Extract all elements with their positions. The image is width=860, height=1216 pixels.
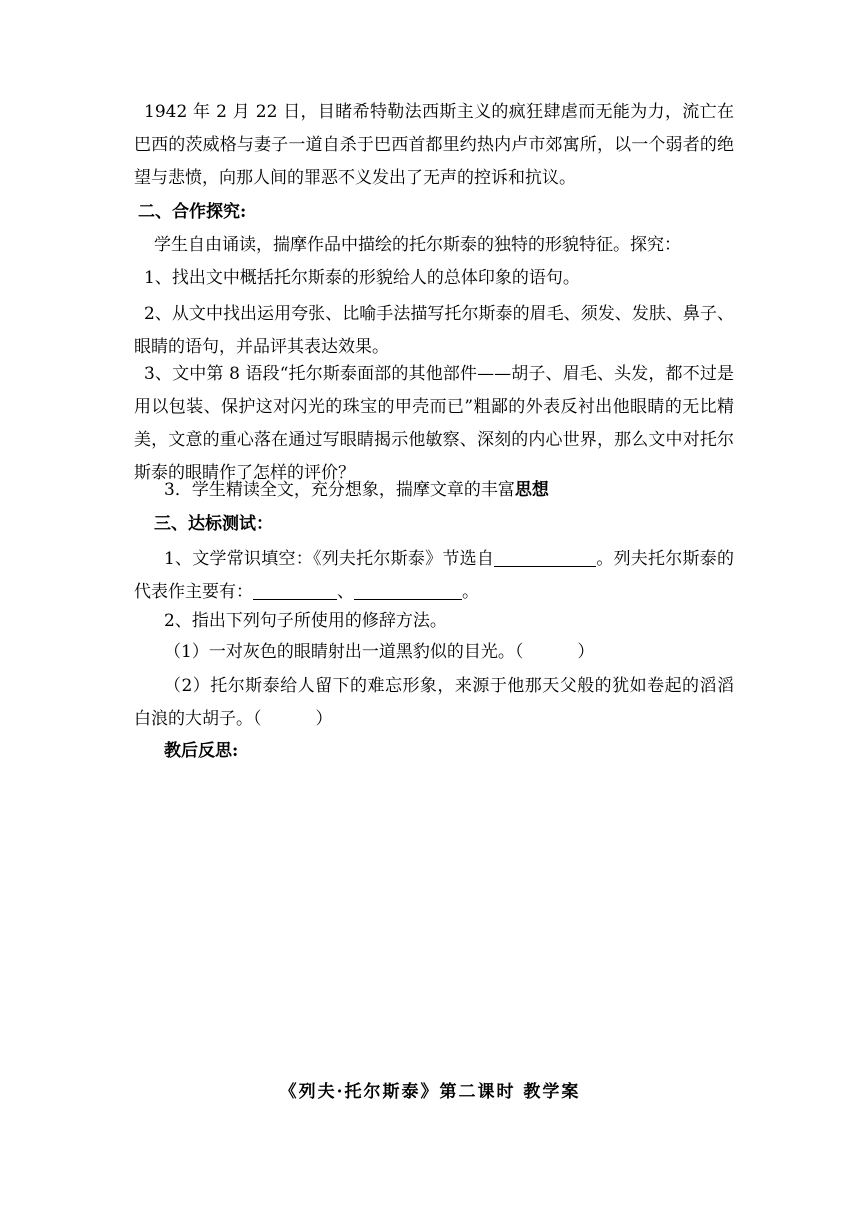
question-2: 2、从文中找出运用夸张、比喻手法描写托尔斯泰的眉毛、须发、发肤、鼻子、眼睛的语句，并品评其表达效果。: [134, 304, 734, 357]
fill-blank-work-2[interactable]: [354, 579, 462, 600]
test-2-item-2: [134, 670, 734, 736]
question-4-text: 3．学生精读全文，充分想象，揣摩文章的丰富: [164, 480, 515, 500]
test-2-item-2-text: （2）托尔斯泰给人留下的难忘形象，来源于他那天父般的犹如卷起的滔滔白浪的大胡子。（: [134, 676, 734, 729]
test-1-text-a: 1、文学常识填空：《列夫托尔斯泰》节选自: [164, 549, 495, 569]
section3-heading: 三、达标测试：: [154, 514, 273, 534]
lesson-plan-title: 《列夫·托尔斯泰》第二课时 教学案: [279, 1082, 581, 1102]
test-2-item-1-text: （1）一对灰色的眼睛射出一道黑豹似的目光。（: [164, 642, 524, 662]
intro-paragraph: 1942 年 2 月 22 日，目睹希特勒法西斯主义的疯狂肆虐而无能为力，流亡在巴西的茨威格与妻子一道自杀于巴西首都里约热内卢市郊寓所，以一个弱者的绝望与悲愤，向那人间的罪恶不义发出了无声的控诉和抗议。: [134, 102, 734, 188]
question-1: 1、找出文中概括托尔斯泰的形貌给人的总体印象的语句。: [144, 268, 580, 288]
question-4-bold: 思想: [514, 480, 549, 500]
test-1-end: 。: [462, 582, 479, 602]
fill-blank-source[interactable]: [494, 546, 596, 567]
test-1-separator: 、: [337, 582, 354, 602]
section2-heading: 二、合作探究:: [138, 202, 247, 222]
test-2: 2、指出下列句子所使用的修辞方法。: [164, 611, 447, 631]
question-4: [134, 474, 734, 507]
section2-lead: 学生自由诵读，揣摩作品中描绘的托尔斯泰的独特的形貌特征。探究：: [154, 235, 681, 255]
reflection-heading: 教后反思:: [164, 741, 239, 761]
test-1: [134, 543, 734, 609]
test-2-item-1-close: ）: [577, 642, 595, 662]
question-3: 3、文中第 8 语段“托尔斯泰面部的其他部件——胡子、眉毛、头发，都不过是用以包装、保护这对闪光的珠宝的甲壳而已”粗鄙的外表反衬出他眼睛的无比精美，文意的重心落在通过写眼睛揭示他敏察、深刻的内心世界，那么文中对托尔斯泰的眼睛作了怎样的评价？: [134, 364, 734, 483]
test-2-item-2-close: ）: [315, 709, 333, 729]
test-1-text-b: 。列夫托尔斯泰的代表作主要有：: [134, 549, 734, 602]
test-2-item-1: [134, 636, 734, 669]
fill-blank-work-1[interactable]: [253, 579, 337, 600]
